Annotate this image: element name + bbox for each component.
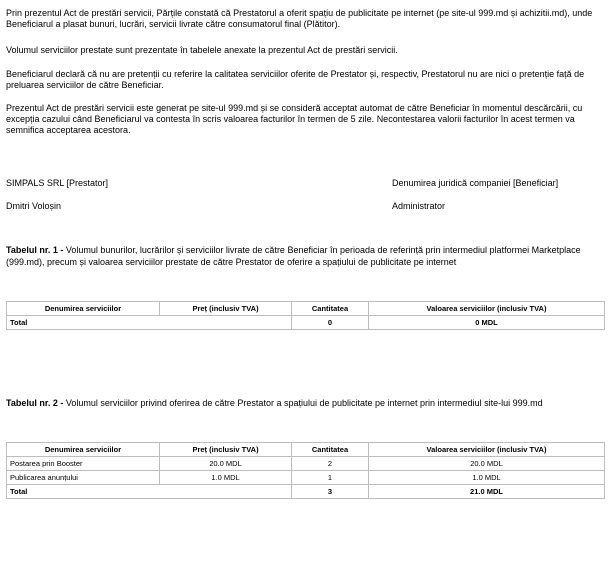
service-value: 1.0 MDL [369, 471, 605, 485]
total-quantity: 0 [292, 316, 369, 330]
table-row [7, 471, 605, 485]
table-header-row [7, 302, 605, 316]
column-header-price: Preț (inclusiv TVA) [160, 302, 292, 316]
column-header-price: Preț (inclusiv TVA) [160, 443, 292, 457]
paragraph-volume: Volumul serviciilor prestate sunt prezentate în tabelele anexate la prezentul Act de prestări servicii. [6, 45, 398, 55]
total-value: 0 MDL [369, 316, 605, 330]
service-price: 1.0 MDL [160, 471, 292, 485]
service-name: Publicarea anunțului [7, 471, 160, 485]
table2-caption-label: Tabelul nr. 2 - [6, 398, 64, 408]
column-header-quantity: Cantitatea [292, 443, 369, 457]
service-price: 20.0 MDL [160, 457, 292, 471]
paragraph-services-offered: Prin prezentul Act de prestări servicii, Părțile constată că Prestatorul a oferit spațiu de publicitate pe internet (pe site-ul 999.md și achizitii.md), unde Beneficiarul a plasat bunuri, lucrări, servicii livrate către consumatorul final (Plătitor). [6, 8, 593, 29]
column-header-name: Denumirea serviciilor [7, 302, 160, 316]
service-value: 20.0 MDL [369, 457, 605, 471]
table1-total-row [7, 316, 605, 330]
total-value: 21.0 MDL [369, 485, 605, 499]
provider-person: Dmitri Voloșin [6, 201, 62, 211]
total-label: Total [7, 485, 292, 499]
provider-company: SIMPALS SRL [Prestator] [6, 178, 109, 188]
beneficiary-role: Administrator [392, 201, 446, 211]
service-quantity: 1 [292, 471, 369, 485]
table1-caption [6, 244, 604, 268]
table2-services [6, 442, 605, 499]
column-header-value: Valoarea serviciilor (inclusiv TVA) [369, 443, 605, 457]
total-quantity: 3 [292, 485, 369, 499]
table2-total-row [7, 485, 605, 499]
service-quantity: 2 [292, 457, 369, 471]
table-header-row [7, 443, 605, 457]
column-header-value: Valoarea serviciilor (inclusiv TVA) [369, 302, 605, 316]
table-row [7, 457, 605, 471]
table2-caption [6, 397, 604, 409]
table1-services [6, 301, 605, 330]
column-header-quantity: Cantitatea [292, 302, 369, 316]
service-name: Postarea prin Booster [7, 457, 160, 471]
table2-caption-text: Volumul serviciilor privind oferirea de către Prestator a spațiului de publicitate pe internet prin intermediul site-lui 999.md [63, 398, 543, 408]
paragraph-acceptance: Prezentul Act de prestări servicii este generat pe site-ul 999.md și se consideră acceptat automat de către Beneficiar în momentul descărcării, cu excepția cazului când Beneficiarul va contesta în scris valoarea facturilor în termen de 5 zile. Necontestarea valorii facturilor în acest termen va semnifica acceptarea acestora. [6, 103, 583, 135]
table1-caption-text: Volumul bunurilor, lucrărilor și serviciilor livrate de către Beneficiar în perioada de referință prin intermediul platformei Marketplace (999.md), precum și valoarea serviciilor prestate de către Prestator de oferire a spațiului de publicitate pe internet [6, 245, 581, 267]
table1-caption-label: Tabelul nr. 1 - [6, 245, 64, 255]
paragraph-declaration: Beneficiarul declară că nu are pretenții cu referire la calitatea serviciilor oferite de Prestator și, respectiv, Prestatorul nu are nici o pretenție față de preluarea serviciilor de către Beneficiar. [6, 69, 585, 90]
column-header-name: Denumirea serviciilor [7, 443, 160, 457]
beneficiary-company: Denumirea juridică companiei [Beneficiar] [392, 178, 559, 188]
total-label: Total [7, 316, 292, 330]
